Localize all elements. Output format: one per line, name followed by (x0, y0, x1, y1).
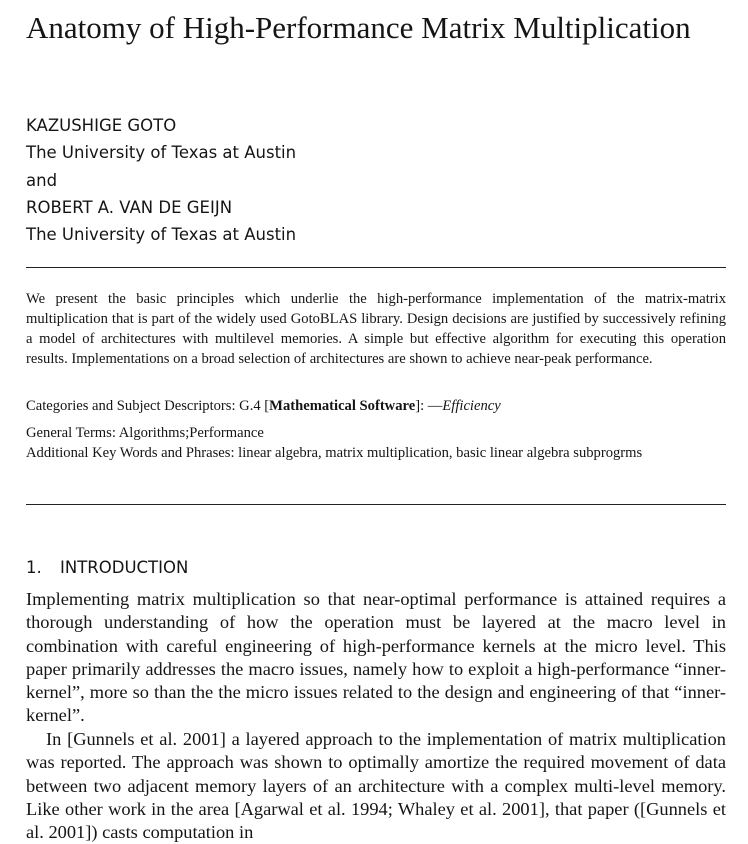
categories-bold: Mathematical Software (269, 398, 416, 414)
author-affiliation: The University of Texas at Austin (26, 225, 297, 245)
categories-prefix: Categories and Subject Descriptors: G.4 [ (26, 398, 270, 414)
section-heading (26, 557, 188, 579)
top-divider (26, 267, 726, 268)
author-affiliation: The University of Texas at Austin (26, 143, 297, 163)
paper-title: Anatomy of High-Performance Matrix Multiplication (26, 10, 691, 45)
categories-middle: ]: — (415, 398, 443, 414)
body-paragraph: Implementing matrix multiplication so that near-optimal performance is attained requires a thorough understanding of how the operation must be layered at the macro level in combination with careful engineering of high-performance kernels at the micro level. This paper primarily addresses the macro issues, namely how to exploit a high-performance “inner-kernel”, more so than the the micro issues related to the design and engineering of that “inner-kernel”. (26, 589, 726, 726)
section-number: 1. (26, 558, 42, 577)
categories-line (26, 396, 726, 417)
author-block (26, 112, 296, 248)
author-name: KAZUSHIGE GOTO (26, 116, 177, 135)
general-terms: General Terms: Algorithms;Performance (26, 425, 264, 441)
body-paragraph: In [Gunnels et al. 2001] a layered approach to the implementation of matrix multiplication was reported. The approach was shown to optimally amortize the required movement of data between two adjacent memory layers of an architecture with a complex multi-level memory. Like other work in the area [Agarwal et al. 1994; Whaley et al. 2001], that paper ([Gunnels et al. 2001]) casts computation in (26, 729, 726, 843)
author-name: ROBERT A. VAN DE GEIJN (26, 197, 233, 217)
author-separator: and (26, 170, 58, 190)
section-title: INTRODUCTION (60, 558, 189, 577)
categories-italic: Efficiency (442, 398, 501, 414)
abstract: We present the basic principles which underlie the high-performance implementation of the matrix-matrix multiplication that is part of the widely used GotoBLAS library. Design decisions are justified by successively refining a model of architectures with multilevel memories. A simple but effective algorithm for executing this operation results. Implementations on a broad selection of architectures are shown to achieve near-peak performance. (26, 291, 726, 367)
keywords: Additional Key Words and Phrases: linear algebra, matrix multiplication, basic linear algebra subprogrms (26, 445, 643, 461)
bottom-divider (26, 504, 726, 505)
